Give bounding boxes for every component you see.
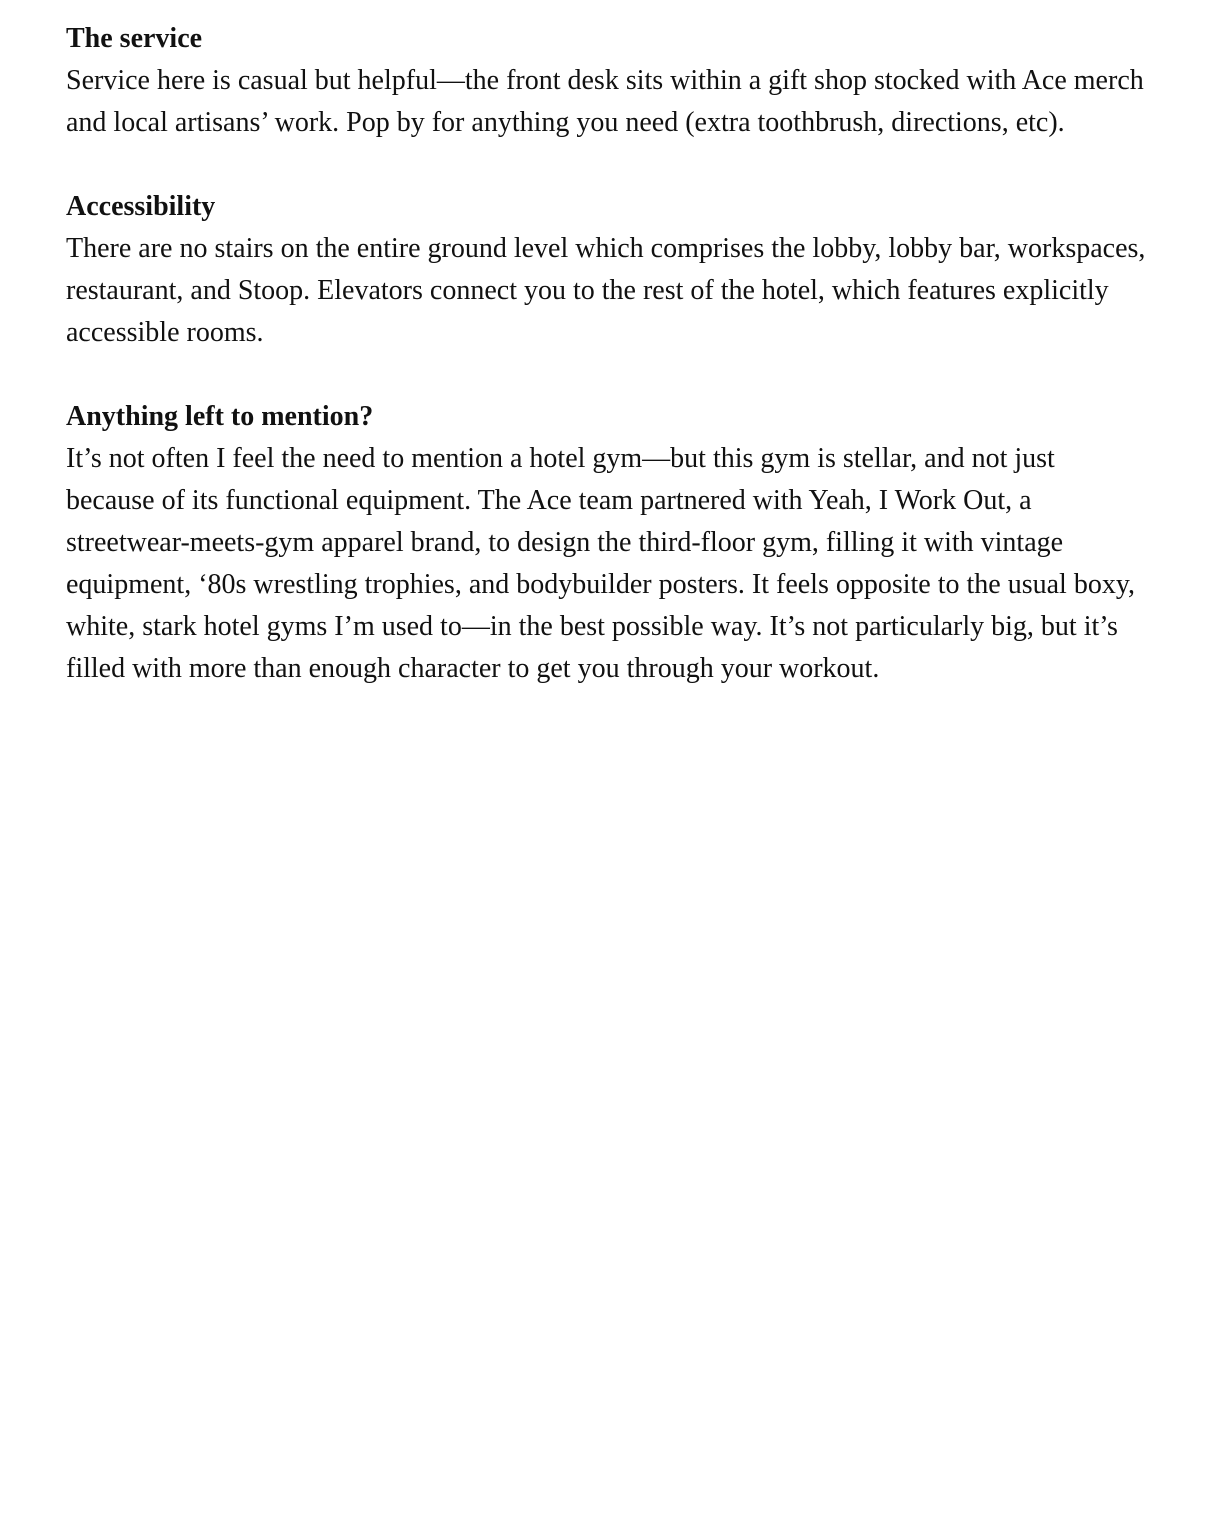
service-paragraph: Service here is casual but helpful—the front desk sits within a gift shop stocked with Ace merch and local artisans’ work. Pop by for anything you need (extra toothbrush, directions, etc). [66,65,1144,138]
accessibility-section [66,186,1146,354]
accessibility-paragraph: There are no stairs on the entire ground level which comprises the lobby, lobby bar, workspaces, restaurant, and Stoop. Elevators connect you to the rest of the hotel, which features explicitly accessible rooms. [66,233,1146,348]
service-section [66,18,1146,144]
anything-left-paragraph: It’s not often I feel the need to mention a hotel gym—but this gym is stellar, and not just because of its functional equipment. The Ace team partnered with Yeah, I Work Out, a streetwear-meets-gym apparel brand, to design the third-floor gym, filling it with vintage equipment, ‘80s wrestling trophies, and bodybuilder posters. It feels opposite to the usual boxy, white, stark hotel gyms I’m used to—in the best possible way. It’s not particularly big, but it’s filled with more than enough character to get you through your workout. [66,443,1136,684]
anything-left-heading: Anything left to mention? [66,401,374,432]
article-content [66,18,1146,732]
service-heading: The service [66,23,203,54]
accessibility-heading: Accessibility [66,191,216,222]
anything-left-section [66,396,1146,690]
